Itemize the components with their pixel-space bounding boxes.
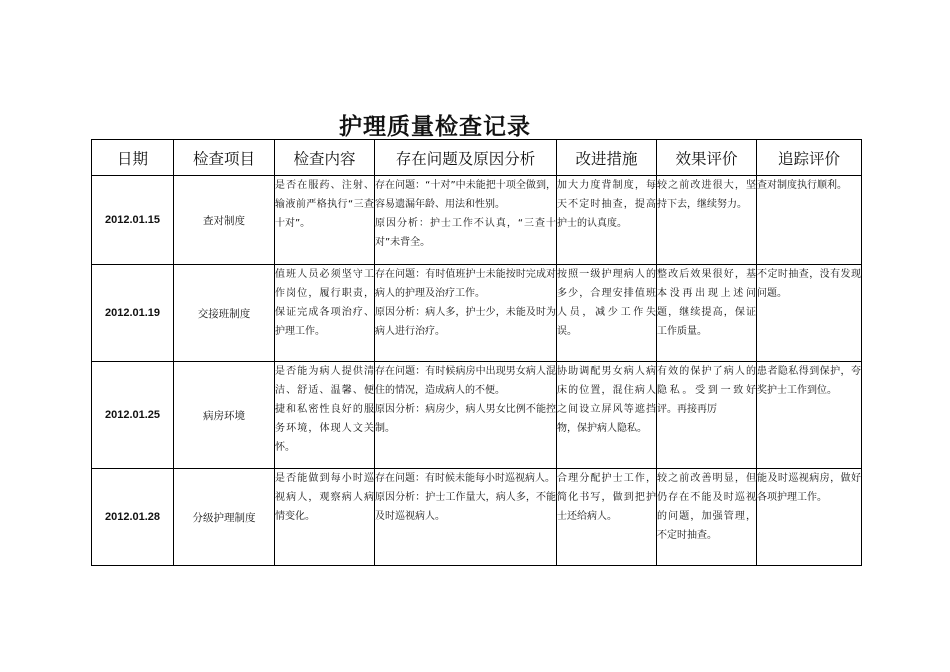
- date-cell: 2012.01.19: [92, 265, 174, 362]
- item-cell: 查对制度: [174, 176, 275, 265]
- header-problem-analysis: 存在问题及原因分析: [375, 140, 557, 176]
- item-cell: 交接班制度: [174, 265, 275, 362]
- problem-cell: [375, 176, 557, 265]
- table-row: [92, 362, 862, 469]
- measure-cell: 合理分配护士工作，简化书写，做到把护士还给病人。: [557, 469, 657, 566]
- tracking-cell: 不定时抽查，没有发现问题。: [757, 265, 862, 362]
- table-row: [92, 176, 862, 265]
- measure-cell: 按照一级护理病人的多少，合理安排值班人员，减少工作失误。: [557, 265, 657, 362]
- measure-cell: 加大力度背制度，每天不定时抽查，提高护士的认真度。: [557, 176, 657, 265]
- problem-text: 存在问题：有时候病房中出现男女病人混住的情况，造成病人的不便。: [375, 366, 556, 396]
- date-cell: 2012.01.28: [92, 469, 174, 566]
- item-cell: 病房环境: [174, 362, 275, 469]
- cause-text: 原因分析：护士工作量大，病人多，不能及时巡视病人。: [375, 492, 556, 522]
- cause-text: 原因分析：护士工作不认真，“三查十对”未背全。: [375, 218, 556, 248]
- header-check-content: 检查内容: [275, 140, 375, 176]
- effect-cell: 较之前改进很大，坚持下去，继续努力。: [657, 176, 757, 265]
- problem-text: 存在问题：“十对”中未能把十项全做到，容易遗漏年龄、用法和性别。: [375, 180, 556, 210]
- effect-cell: 整改后效果很好，基本没再出现上述问题，继续提高，保证工作质量。: [657, 265, 757, 362]
- problem-text: 存在问题：有时值班护士未能按时完成对病人的护理及治疗工作。: [375, 269, 556, 299]
- table-row: [92, 265, 862, 362]
- header-check-item: 检查项目: [174, 140, 275, 176]
- header-effect: 效果评价: [657, 140, 757, 176]
- content-cell: 是否在服药、注射、输液前严格执行“三查十对”。: [275, 176, 375, 265]
- date-cell: 2012.01.25: [92, 362, 174, 469]
- header-date: 日期: [92, 140, 174, 176]
- effect-cell: 较之前改善明显，但仍存在不能及时巡视的问题，加强管理，不定时抽查。: [657, 469, 757, 566]
- header-row: [92, 140, 862, 176]
- problem-cell: [375, 265, 557, 362]
- cause-text: 原因分析：病房少，病人男女比例不能控制。: [375, 404, 556, 434]
- document-title: 护理质量检查记录: [339, 113, 531, 140]
- tracking-cell: 患者隐私得到保护，夸奖护士工作到位。: [757, 362, 862, 469]
- content-cell: 是否能为病人提供清洁、舒适、温馨、便捷和私密性良好的服务环境，体现人文关怀。: [275, 362, 375, 469]
- header-improvement: 改进措施: [557, 140, 657, 176]
- date-cell: 2012.01.15: [92, 176, 174, 265]
- table-row: [92, 469, 862, 566]
- content-cell: 是否能做到每小时巡视病人，观察病人病情变化。: [275, 469, 375, 566]
- problem-text: 存在问题：有时候未能每小时巡视病人。: [375, 473, 555, 484]
- content-cell: 值班人员必须坚守工作岗位，履行职责，保证完成各项治疗、护理工作。: [275, 265, 375, 362]
- problem-cell: [375, 469, 557, 566]
- measure-cell: 协助调配男女病人病床的位置，混住病人之间设立屏风等遮挡物，保护病人隐私。: [557, 362, 657, 469]
- item-cell: 分级护理制度: [174, 469, 275, 566]
- cause-text: 原因分析：病人多，护士少，未能及时为病人进行治疗。: [375, 307, 556, 337]
- quality-check-table: [91, 139, 862, 566]
- tracking-cell: 查对制度执行顺利。: [757, 176, 862, 265]
- problem-cell: [375, 362, 557, 469]
- effect-cell: 有效的保护了病人的隐私。受到一致好评。再接再厉: [657, 362, 757, 469]
- tracking-cell: 能及时巡视病房，做好各项护理工作。: [757, 469, 862, 566]
- header-tracking: 追踪评价: [757, 140, 862, 176]
